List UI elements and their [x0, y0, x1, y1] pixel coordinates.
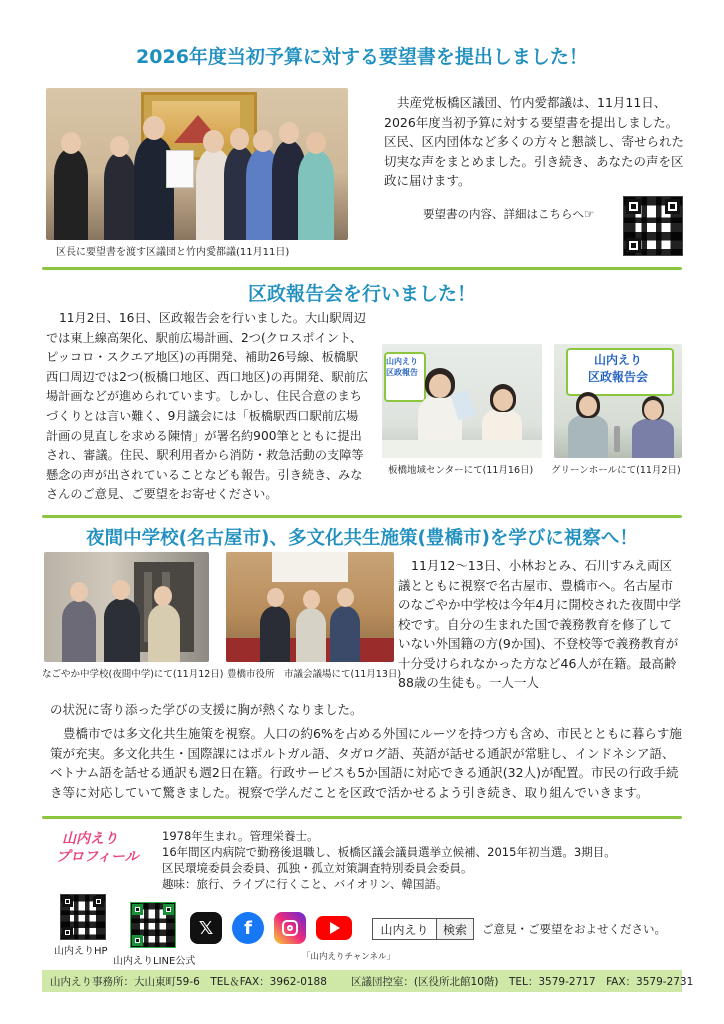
section3-body-full1: の状況に寄り添った学びの支援に胸が熱くなりました。	[50, 702, 363, 717]
youtube-label[interactable]: 「山内えりチャンネル」	[302, 952, 395, 962]
youtube-icon[interactable]	[316, 916, 352, 940]
section1-photo-caption: 区長に要望書を渡す区議団と竹内愛都議(11月11日)	[56, 247, 290, 258]
profile-title	[56, 830, 139, 866]
profile-title-label: プロフィール	[56, 849, 139, 865]
divider-2	[42, 515, 682, 518]
section3-photo1	[44, 552, 209, 662]
divider-3	[42, 816, 682, 819]
section3-body-full2: 豊橋市では多文化共生施策を視察。人口の約6%を占める外国にルーツを持つ方も含め、市民とともに暮らす施策が充実。多文化共生・国際課にはポルトガル語、タガログ語、英語が話せる通訳が常駐し、インドネシア語、ベトナム語を話せる通訳も週2日在籍。行政サービスも5か国語に対応できる通訳(32人)が配置。市民の行政手続き等に対応していて驚きました。視察で学んだことを区政で活かせるよう引き続き、取り組んでいきます。	[50, 726, 682, 800]
section2-sign-text: 山内えり 区政報告	[386, 357, 418, 377]
section1-photo	[46, 88, 348, 240]
section1-title: 2026年度当初予算に対する要望書を提出しました！	[136, 46, 588, 68]
section3-photo1-caption: なごやか中学校(夜間中学)にて(11月12日)	[42, 669, 224, 680]
line-label[interactable]: 山内えりLINE公式	[113, 956, 196, 967]
section2-body: 11月2日、16日、区政報告会を行いました。大山駅周辺では東上線高架化、駅前広場計画、2つ(クロスポイント、ピッコロ・スクエア地区)の再開発、補助26号線、板橋駅西口周辺では2つ(板橋口地区、西口地区)の再開発、駅前広場計画などが進められています。しかし、住民合意のまちづくりとは言い難く、9月議会には「板橋駅西口駅前広場計画の見直しを求める陳情」が署名約900筆とともに提出され、審議。住民、駅利用者から消防・救急活動の支障等懸念の声が出されていることなども報告。引き続き、みなさんのご意見、ご要望をお寄せください。	[46, 311, 368, 502]
section2-title: 区政報告会を行いました！	[247, 283, 476, 305]
search-box-name: 山内えり	[373, 919, 437, 939]
footer-bar	[42, 970, 694, 992]
section3-body-right: 11月12〜13日、小林おとみ、石川すみえ両区議とともに視察で名古屋市、豊橋市へ。名古屋市のなごやか中学校は今年4月に開校された夜間中学校です。自分の生まれた国で義務教育を修了していない外国籍の方(9か国)、不登校等で義務教育が十分受けられなかった方など46人が在籍。最高齢88歳の生徒も。一人一人	[398, 558, 681, 690]
search-box[interactable]	[372, 918, 474, 940]
section3-title: 夜間中学校(名古屋市)、多文化共生施策(豊橋市)を学びに視察へ！	[86, 528, 638, 549]
section3-photo2-caption: 豊橋市役所 市議会議場にて(11月13日)	[227, 669, 402, 680]
instagram-icon[interactable]	[274, 912, 306, 944]
divider-1	[42, 267, 682, 270]
hp-label[interactable]: 山内えりHP	[54, 946, 108, 957]
section3-photo2	[226, 552, 394, 662]
profile-line: 1978年生まれ。管理栄養士。	[162, 829, 319, 843]
section1-link[interactable]: 要望書の内容、詳細はこちらへ☞	[423, 207, 595, 221]
x-icon[interactable]: 𝕏	[190, 912, 222, 944]
line-qr-code[interactable]	[130, 902, 176, 948]
section2-photo1	[382, 344, 542, 458]
section2-banner-text: 山内えり 区政報告会	[587, 353, 648, 384]
hp-qr-code[interactable]	[60, 894, 106, 940]
section1-qr-code[interactable]	[623, 196, 683, 256]
footer-council: 区議団控室：(区役所北館10階) TEL：3579-2717 FAX：3579-2731	[350, 975, 694, 988]
profile-lines	[162, 828, 616, 892]
section1-body: 共産党板橋区議団、竹内愛都議は、11月11日、2026年度当初予算に対する要望書を提出しました。区民、区内団体など多くの方々と懇談し、寄せられた切実な声をまとめました。引き続き、あなたの声を区政に届けます。	[384, 95, 685, 188]
section2-photo2-caption: グリーンホールにて(11月2日)	[551, 465, 681, 476]
contact-text: ご意見・ご要望をおよせください。	[482, 922, 666, 936]
profile-line: 趣味：旅行、ライブに行くこと、バイオリン、韓国語。	[162, 877, 448, 891]
search-button[interactable]: 検索	[437, 919, 473, 939]
footer-office: 山内えり事務所：大山東町59-6 TEL＆FAX：3962-0188	[50, 975, 327, 988]
profile-line: 16年間区内病院で勤務後退職し、板橋区議会議員選挙立候補、2015年初当選。3期目。	[162, 845, 616, 859]
profile-line: 区民環境委員会委員、孤独・孤立対策調査特別委員会委員。	[162, 861, 473, 875]
section2-photo2	[554, 344, 682, 458]
section2-photo1-caption: 板橋地域センターにて(11月16日)	[388, 465, 534, 476]
profile-title-name: 山内えり	[62, 831, 118, 847]
facebook-icon[interactable]: f	[232, 912, 264, 944]
